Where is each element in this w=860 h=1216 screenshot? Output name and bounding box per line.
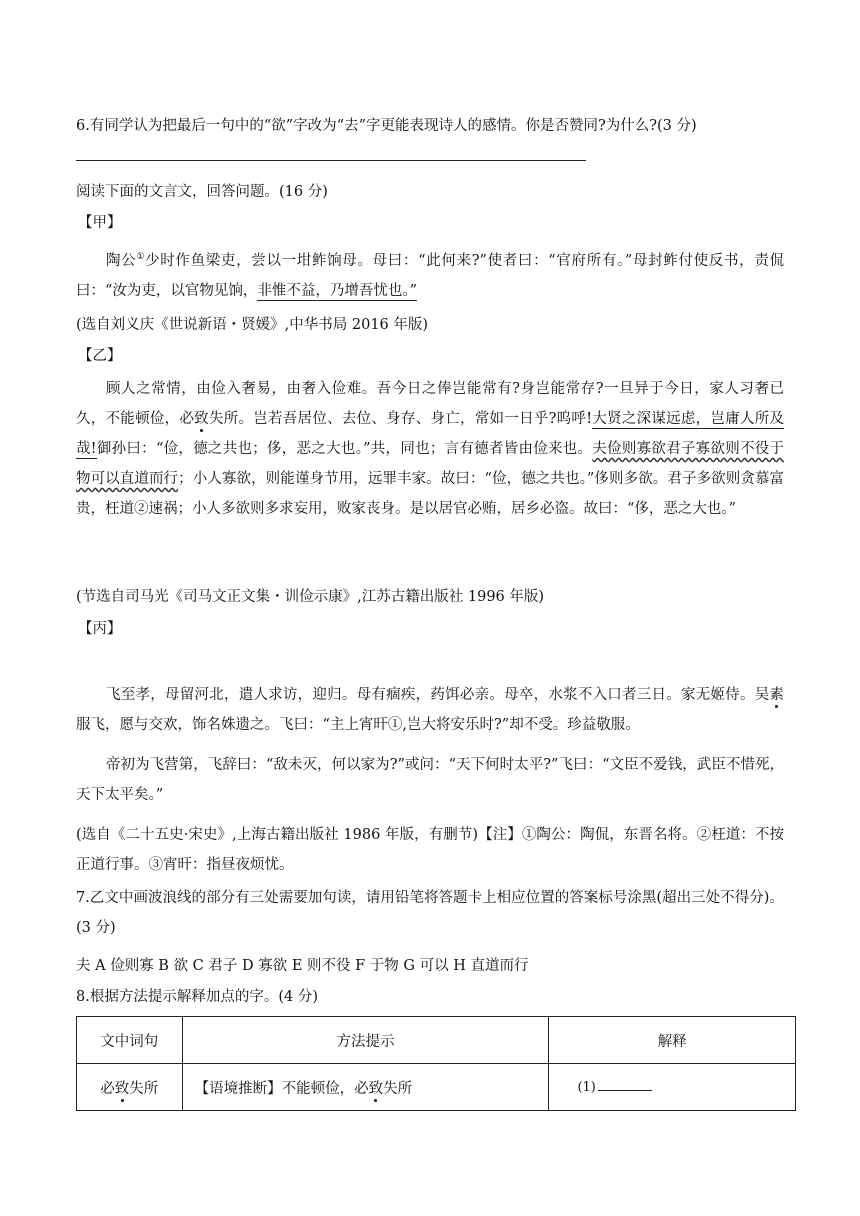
dotted-char: 致 [114,1080,130,1097]
table-header: 方法提示 [182,1017,549,1064]
section-bing-paragraph-2: 帝初为飞营第，飞辞曰：“敌未灭，何以家为?”或问：“天下何时太平?”飞曰：“文臣不爱钱，武臣不惜死，天下太平矣。” [76,757,784,803]
section-yi-source: (节选自司马光《司马文正文集・训俭示康》,江苏古籍出版社 1996 年版) [76,589,545,605]
reading-intro: 阅读下面的文言文，回答问题。(16 分) [76,184,328,200]
underlined-sentence: 大贤之深谋远虑，岂庸人所及哉! [76,411,785,457]
section-jia-source: (选自刘义庆《世说新语・贤媛》,中华书局 2016 年版) [76,317,429,333]
table-header: 解释 [549,1017,796,1064]
question-6: 6.有同学认为把最后一句中的“欲”字改为“去”字更能表现诗人的感情。你是否赞同?为什么?(3 分) [76,118,697,134]
table-row [77,1064,796,1111]
table-header-row [77,1017,796,1064]
table-cell-hint: 【语境推断】不能顿俭，必致失所 [182,1064,549,1111]
dotted-char: 素 [769,687,784,703]
dotted-char: 致 [368,1080,384,1097]
dotted-char: 致 [194,411,209,427]
table-cell-phrase: 必致失所 [77,1064,183,1111]
section-jia-label: 【甲】 [78,215,122,231]
section-bing-paragraph-1: 飞至孝，母留河北，遣人求访，迎归。母有痼疾，药饵必亲。母卒，水浆不入口者三日。家无姬侍。吴素服飞，愿与交欢，饰名姝遗之。飞曰：“主上宵旰①,岂大将安乐时?”却不受。珍益敬服。 [76,687,784,733]
question-8: 8.根据方法提示解释加点的字。(4 分) [76,989,318,1005]
section-yi-label: 【乙】 [78,348,122,364]
explanation-table [76,1016,796,1111]
question-7: 7.乙文中画波浪线的部分有三处需要加句读，请用铅笔将答题卡上相应位置的答案标号涂黑(超出三处不得分)。(3 分) [76,890,784,936]
answer-line [76,160,586,161]
wavy-underlined-sentence: 夫俭则寡欲君子寡欲则不役于物可以直道而行 [76,441,785,487]
answer-blank[interactable] [598,1090,652,1091]
section-bing-source-note: (选自《二十五史·宋史》,上海古籍出版社 1986 年版，有删节)【注】①陶公：陶侃，东晋名将。②枉道：不按正道行事。③宵旰：指昼夜烦忧。 [76,827,784,873]
section-jia-paragraph: 陶公①少时作鱼梁吏，尝以一坩鲊饷母。母曰：“此何来?”使者曰：“官府所有。”母封鲊付使反书，责侃曰：“汝为吏，以官物见饷，非惟不益，乃增吾忧也。” [76,252,785,299]
underlined-sentence: 非惟不益，乃增吾忧也。” [257,282,418,299]
section-yi-paragraph: 顾人之常情，由俭入奢易，由奢入俭难。吾今日之俸岂能常有?身岂能常存?一旦异于今日，家人习奢已久，不能顿俭，必致失所。岂若吾居位、去位、身存、身亡，常如一日乎?呜呼!大贤之深谋远虑，岂庸人所及哉!御孙曰：“俭，德之共也；侈，恶之大也。”共，同也；言有德者皆由俭来也。夫俭则寡欲君子寡欲则不役于物可以直道而行；小人寡欲，则能谨身节用，远罪丰家。故曰：“俭，德之共也。”侈则多欲。君子多欲则贪慕富贵，枉道②速祸；小人多欲则多求妄用，败家丧身。是以居官必贿，居乡必盗。故曰：“侈，恶之大也。” [76,381,785,517]
table-cell-answer: (1) [549,1064,796,1111]
question-7-options: 夫 A 俭则寡 B 欲 C 君子 D 寡欲 E 则不役 F 于物 G 可以 H 直道而行 [76,958,529,974]
section-bing-label: 【丙】 [78,621,122,637]
table-header: 文中词句 [77,1017,183,1064]
